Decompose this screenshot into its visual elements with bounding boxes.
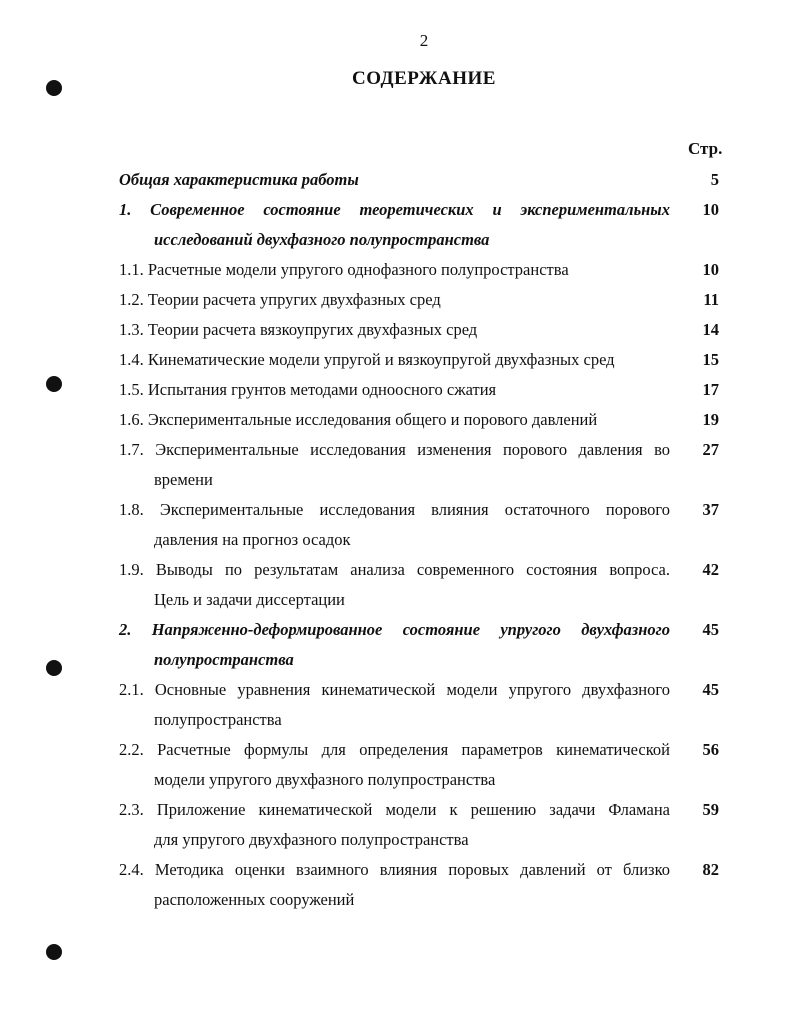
binder-hole-mark <box>46 660 62 676</box>
toc-entry-title: 1.2. Теории расчета упругих двухфазных сред <box>119 290 441 309</box>
toc-entry-page: 45 <box>702 620 719 639</box>
toc-entry-title: 2.1. Основные уравнения кинематической модели упругого двухфазного <box>119 680 670 699</box>
toc-entry-title: 1. Современное состояние теоретических и экспериментальных <box>119 200 670 219</box>
toc-entry <box>119 615 729 675</box>
toc-entry-page: 10 <box>702 260 719 279</box>
toc-entry <box>119 735 729 795</box>
toc-entry-title: 1.9. Выводы по результатам анализа современного состояния вопроса. <box>119 560 670 579</box>
toc-entry-page: 42 <box>702 560 719 579</box>
toc-entry-title-continued: полупространства <box>154 710 282 729</box>
toc-entry-title: 1.1. Расчетные модели упругого однофазного полупространства <box>119 260 569 279</box>
toc-entry <box>119 405 729 435</box>
toc-entry-title-continued: расположенных сооружений <box>154 890 355 909</box>
toc-entry-page: 37 <box>702 500 719 519</box>
toc-entry-title: 2.2. Расчетные формулы для определения параметров кинематической <box>119 740 670 759</box>
pages-column-header: Стр. <box>688 139 723 158</box>
table-of-contents <box>119 165 729 915</box>
toc-entry-title: 2.3. Приложение кинематической модели к решению задачи Фламана <box>119 800 670 819</box>
toc-entry-page: 17 <box>702 380 719 399</box>
toc-entry <box>119 435 729 495</box>
page-title: СОДЕРЖАНИЕ <box>352 68 496 89</box>
toc-entry-title: 2.4. Методика оценки взаимного влияния поровых давлений от близко <box>119 860 670 879</box>
toc-entry <box>119 555 729 615</box>
toc-entry <box>119 285 729 315</box>
page-number: 2 <box>419 31 429 50</box>
toc-entry-page: 45 <box>702 680 719 699</box>
toc-entry-title-continued: для упругого двухфазного полупространства <box>154 830 469 849</box>
toc-entry-title: 1.7. Экспериментальные исследования изменения порового давления во <box>119 440 670 459</box>
binder-hole-mark <box>46 80 62 96</box>
toc-entry <box>119 675 729 735</box>
toc-entry-title-continued: модели упругого двухфазного полупространства <box>154 770 496 789</box>
toc-entry <box>119 345 729 375</box>
toc-entry-title: 2. Напряженно-деформированное состояние упругого двухфазного <box>119 620 670 639</box>
binder-hole-mark <box>46 376 62 392</box>
toc-entry-page: 15 <box>702 350 719 369</box>
toc-entry <box>119 195 729 255</box>
toc-entry-page: 10 <box>702 200 719 219</box>
toc-entry-title: Общая характеристика работы <box>119 170 359 189</box>
toc-entry-title-continued: времени <box>154 470 213 489</box>
toc-entry-title-continued: Цель и задачи диссертации <box>154 590 345 609</box>
toc-entry-page: 82 <box>702 860 719 879</box>
toc-entry <box>119 855 729 915</box>
binder-hole-mark <box>46 944 62 960</box>
toc-entry-page: 14 <box>702 320 719 339</box>
toc-entry-page: 27 <box>702 440 719 459</box>
toc-entry-title: 1.5. Испытания грунтов методами одноосного сжатия <box>119 380 497 399</box>
toc-entry <box>119 165 729 195</box>
toc-entry-title-continued: давления на прогноз осадок <box>154 530 351 549</box>
toc-entry-title: 1.6. Экспериментальные исследования общего и порового давлений <box>119 410 598 429</box>
toc-entry-page: 19 <box>702 410 719 429</box>
toc-entry-title: 1.8. Экспериментальные исследования влияния остаточного порового <box>119 500 670 519</box>
toc-entry-title-continued: полупространства <box>154 650 294 669</box>
toc-entry <box>119 255 729 285</box>
toc-entry-page: 5 <box>710 170 719 189</box>
toc-entry <box>119 315 729 345</box>
toc-entry-title: 1.3. Теории расчета вязкоупругих двухфазных сред <box>119 320 478 339</box>
toc-entry-page: 59 <box>702 800 719 819</box>
toc-entry <box>119 795 729 855</box>
toc-entry-page: 56 <box>702 740 719 759</box>
toc-entry <box>119 495 729 555</box>
toc-entry-title: 1.4. Кинематические модели упругой и вязкоупругой двухфазных сред <box>119 350 615 369</box>
toc-entry-page: 11 <box>703 290 719 309</box>
toc-entry <box>119 375 729 405</box>
toc-entry-title-continued: исследований двухфазного полупространства <box>154 230 490 249</box>
